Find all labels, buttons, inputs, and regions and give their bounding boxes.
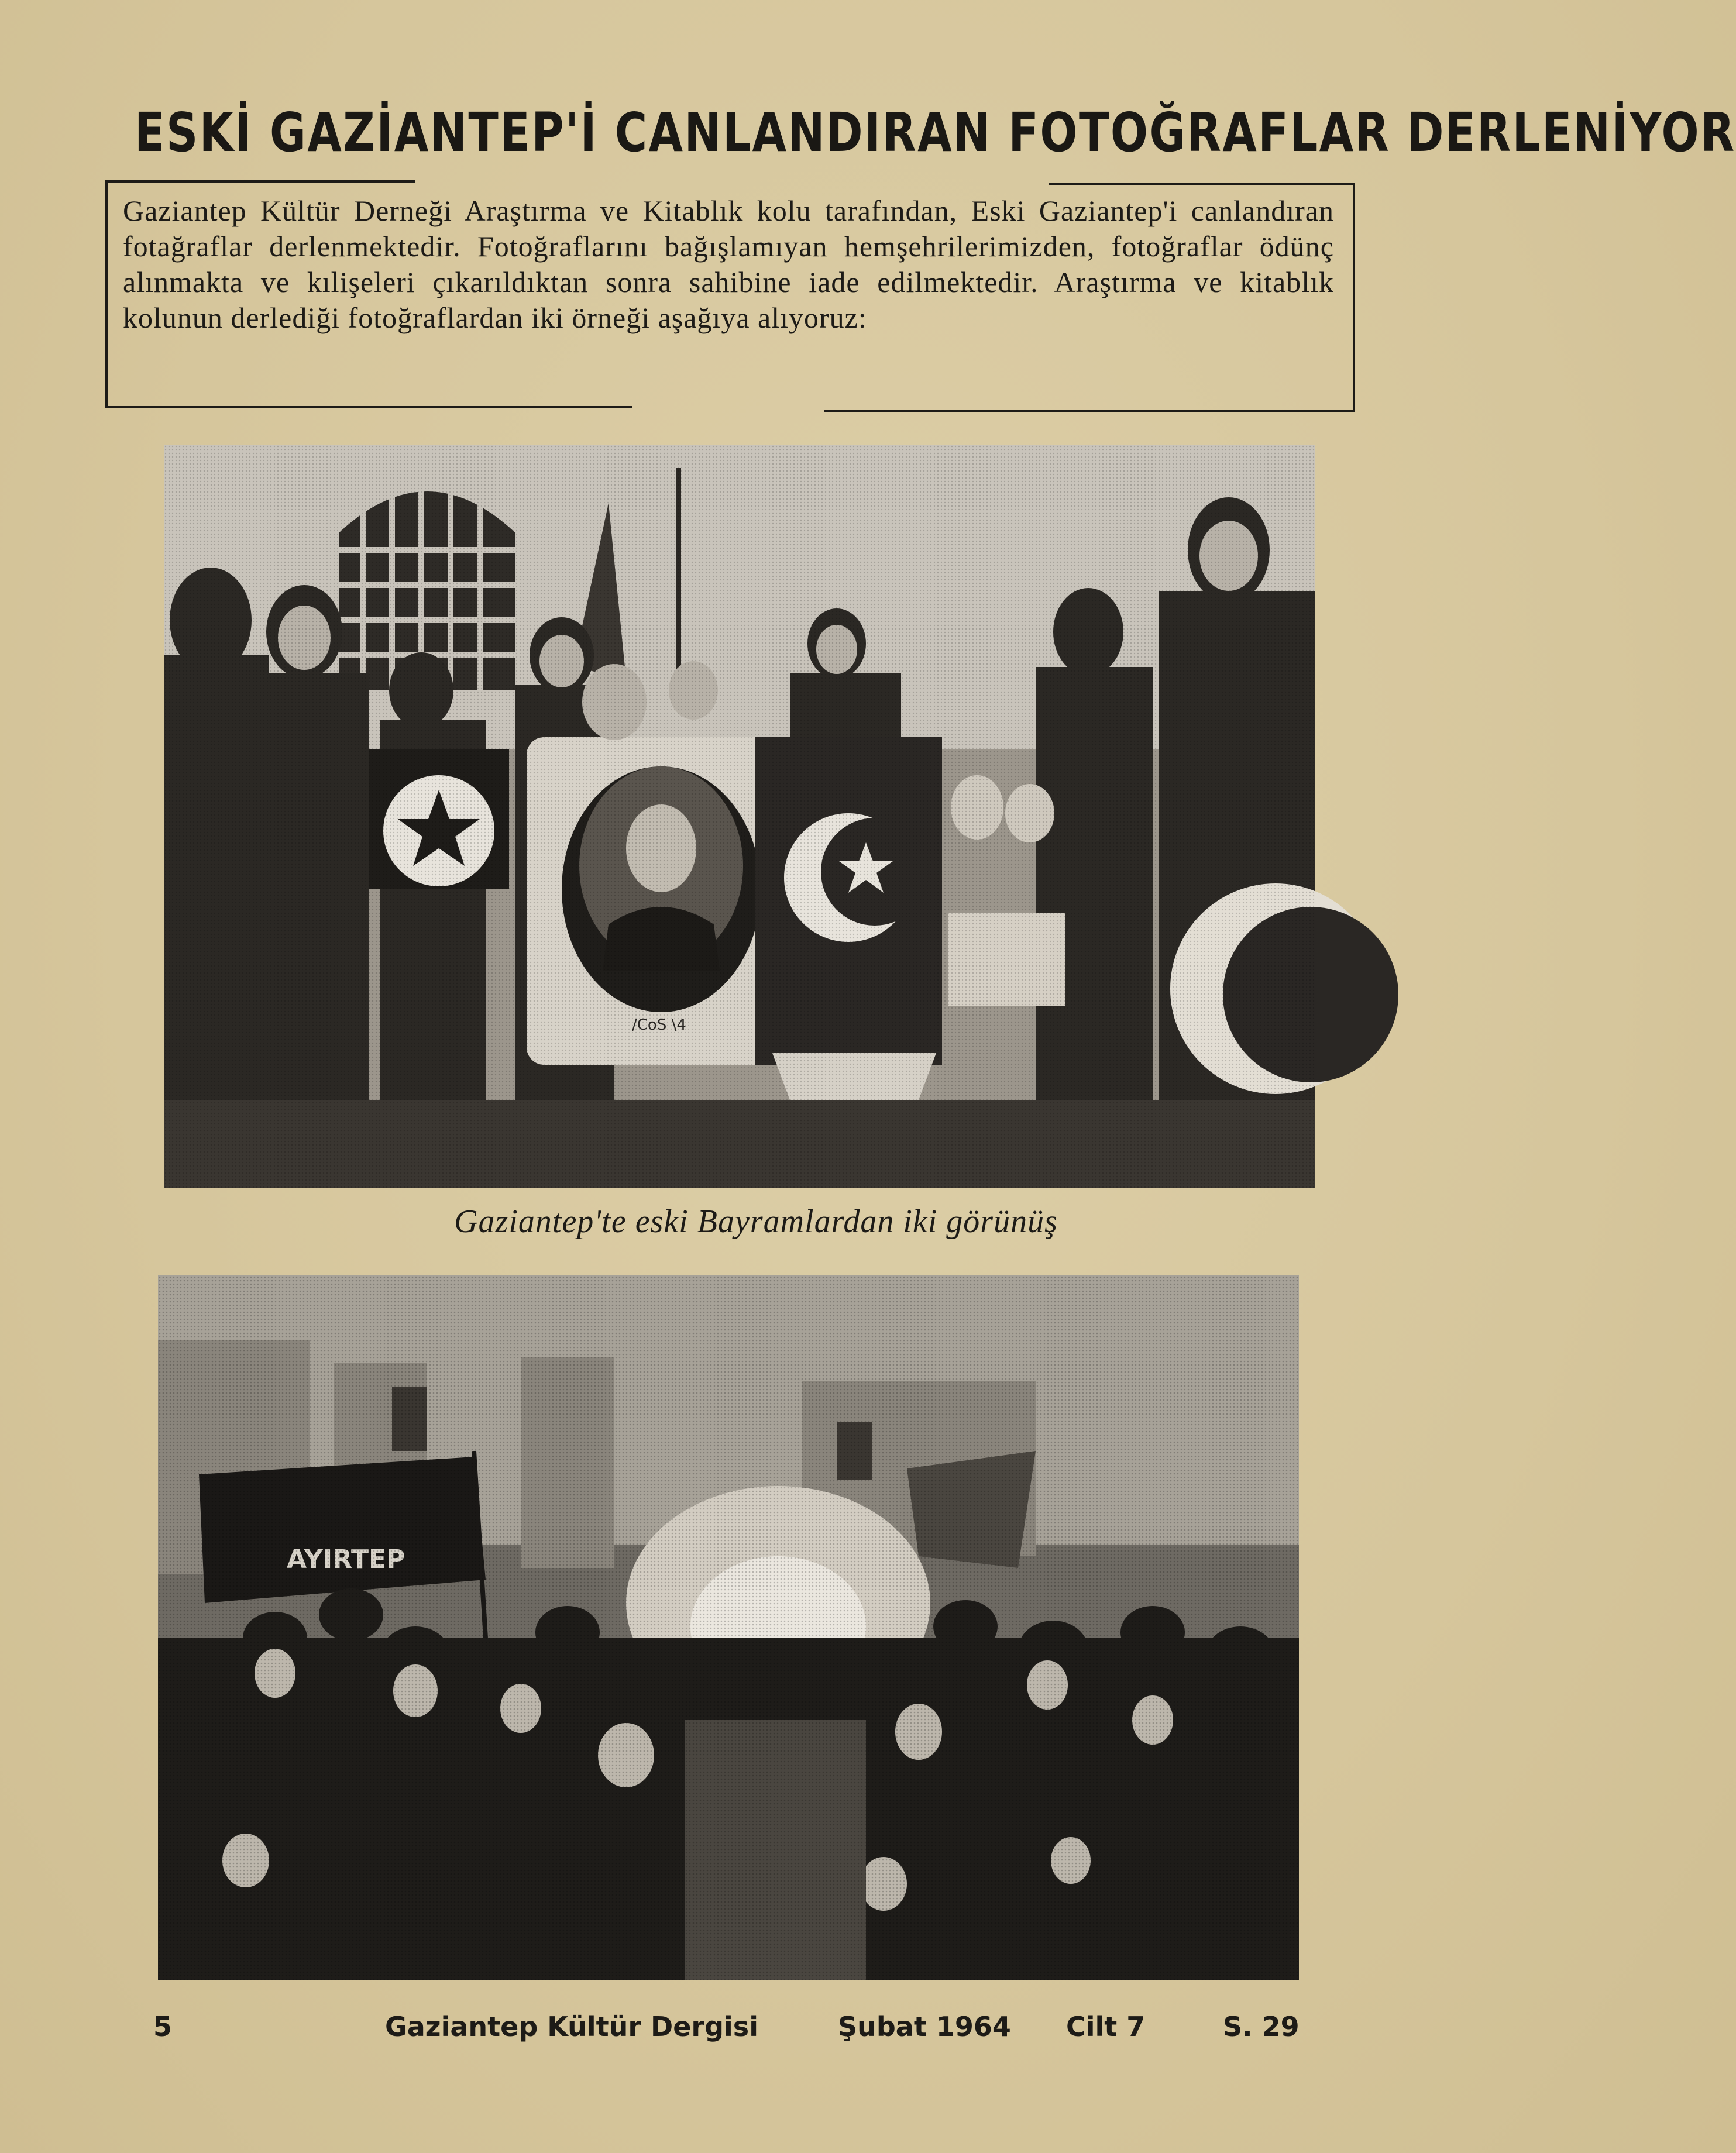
box-rule-top-right — [1049, 183, 1355, 185]
box-rule-bottom-right — [824, 410, 1355, 412]
footer-volume: Cilt 7 — [1066, 2011, 1146, 2042]
box-rule-left — [105, 180, 108, 407]
photo-bottom-image — [158, 1275, 1299, 1980]
footer-issue: S. 29 — [1223, 2011, 1300, 2042]
intro-text: Gaziantep Kültür Derneği Araştırma ve Kitablık kolu tarafından, Eski Gaziantep'i canlandıran fotağraflar derlenmektedir. Fotoğraflarını bağışlamıyan hemşehrilerimizden, fotoğraflar ödünç alınmakta ve kılişeleri çıkarıldıktan sonra sahibine iade edilmektedir. Araştırma ve kitablık kolunun derlediği fotoğraflardan iki örneği aşağıya alıyoruz: — [123, 194, 1334, 334]
headline: ESKİ GAZİANTEP'İ CANLANDIRAN FOTOĞRAFLAR DERLENİYOR — [135, 101, 1736, 164]
box-rule-top-left — [105, 180, 415, 183]
photo-bayram-portrait-group — [164, 445, 1315, 1188]
footer-magazine-name: Gaziantep Kültür Dergisi — [385, 2011, 758, 2042]
box-rule-right — [1353, 183, 1355, 412]
photo-top-image — [164, 445, 1315, 1188]
footer-page-number: 5 — [153, 2011, 173, 2042]
intro-box — [105, 180, 1355, 412]
photo-bayram-crowd — [158, 1275, 1299, 1980]
footer-date: Şubat 1964 — [838, 2011, 1011, 2042]
box-rule-bottom-left — [105, 406, 632, 408]
photo-caption: Gaziantep'te eski Bayramlardan iki görünüş — [454, 1203, 1058, 1240]
